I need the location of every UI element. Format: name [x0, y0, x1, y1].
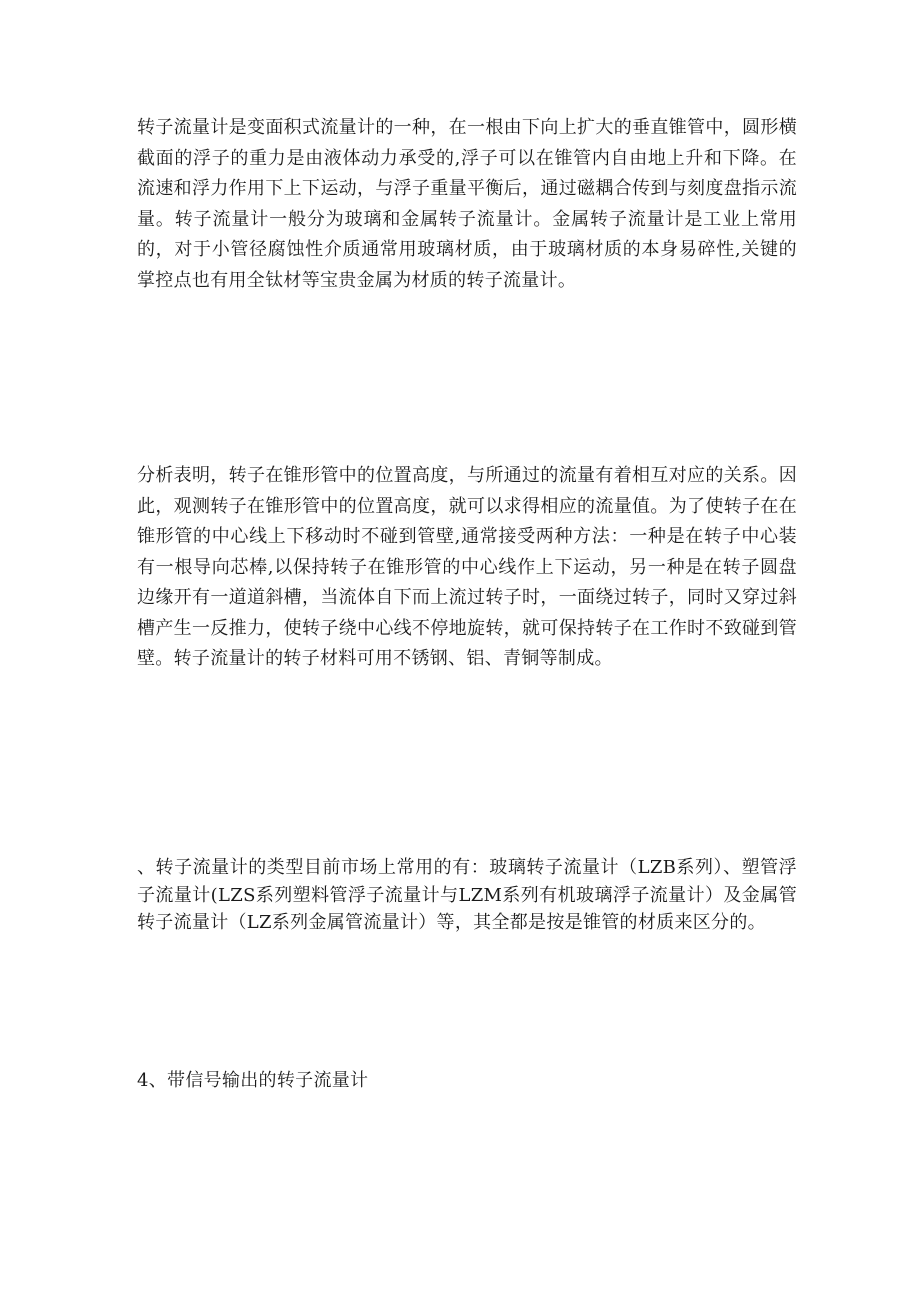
paragraph-rotameter-definition: 转子流量计是变面积式流量计的一种，在一根由下向上扩大的垂直锥管中，圆形横截面的浮子的重力是由液体动力承受的,浮子可以在锥管内自由地上升和下降。在流速和浮力作用下上下运动，与浮子重量平衡后，通过磁耦合传到与刻度盘指示流量。转子流量计一般分为玻璃和金属转子流量计。金属转子流量计是工业上常用的，对于小管径腐蚀性介质通常用玻璃材质，由于玻璃材质的本身易碎性,关键的掌控点也有用全钛材等宝贵金属为材质的转子流量计。 — [137, 117, 797, 291]
section-heading-signal-output: 4、带信号输出的转子流量计 — [137, 1070, 369, 1091]
paragraph-rotameter-types: 、转子流量计的类型目前市场上常用的有：玻璃转子流量计（LZB系列）、塑管浮子流量计(LZS系列塑料管浮子流量计与LZM系列有机玻璃浮子流量计）及金属管转子流量计（LZ系列金属管流量计）等，其全都是按是锥管的材质来区分的。 — [137, 857, 797, 933]
paragraph-rotor-position-analysis: 分析表明，转子在锥形管中的位置高度，与所通过的流量有着相互对应的关系。因此，观测转子在锥形管中的位置高度，就可以求得相应的流量值。为了使转子在在锥形管的中心线上下移动时不碰到管壁,通常接受两种方法：一种是在转子中心装有一根导向芯棒,以保持转子在锥形管的中心线作上下运动，另一种是在转子圆盘边缘开有一道道斜槽，当流体自下而上流过转子时，一面绕过转子，同时又穿过斜槽产生一反推力，使转子绕中心线不停地旋转，就可保持转子在工作时不致碰到管壁。转子流量计的转子材料可用不锈钢、铝、青铜等制成。 — [137, 465, 797, 669]
